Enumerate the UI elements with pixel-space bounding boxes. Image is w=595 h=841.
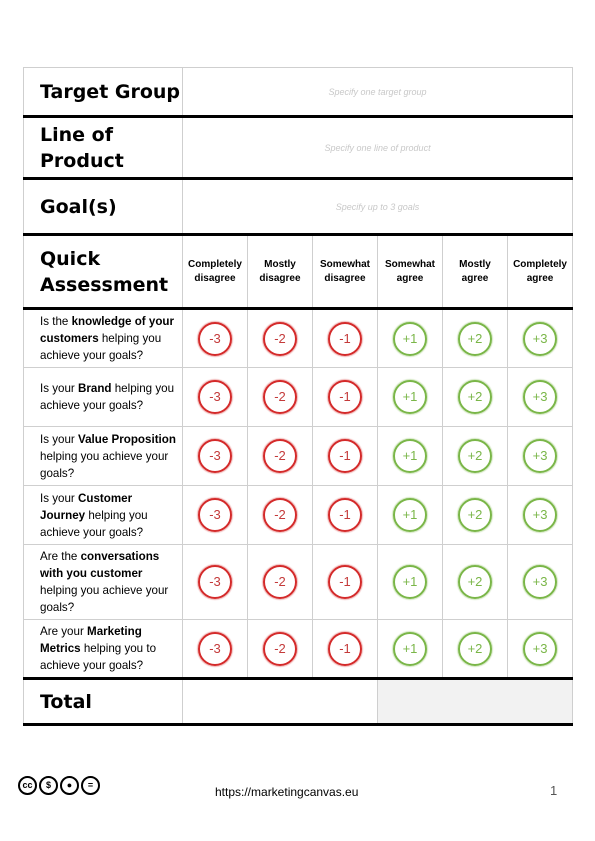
question-text [24, 620, 183, 679]
score-option[interactable]: +1 [393, 498, 427, 532]
total-negative-field[interactable] [183, 679, 378, 725]
score-option[interactable]: +2 [458, 498, 492, 532]
score-option[interactable]: -2 [263, 439, 297, 473]
score-option[interactable]: -2 [263, 565, 297, 599]
score-option[interactable]: -1 [328, 439, 362, 473]
score-cell [378, 486, 443, 545]
question-text [24, 545, 183, 620]
score-cell [313, 368, 378, 427]
score-option[interactable]: +1 [393, 439, 427, 473]
score-option[interactable]: -3 [198, 632, 232, 666]
score-cell [313, 620, 378, 679]
score-option[interactable]: -3 [198, 322, 232, 356]
score-cell [313, 486, 378, 545]
assessment-table [23, 67, 573, 726]
question-suffix: helping you to achieve your goals? [40, 642, 157, 672]
score-cell [378, 545, 443, 620]
score-option[interactable]: +3 [523, 322, 557, 356]
score-cell [248, 309, 313, 368]
question-text [24, 309, 183, 368]
question-suffix: helping you achieve your goals? [40, 332, 162, 362]
question-topic: conversations with you customer [40, 550, 160, 580]
score-option[interactable]: -1 [328, 632, 362, 666]
score-cell [443, 309, 508, 368]
score-cell [248, 368, 313, 427]
score-option[interactable]: +3 [523, 565, 557, 599]
score-cell [508, 486, 573, 545]
score-cell [508, 368, 573, 427]
question-text [24, 486, 183, 545]
scale-header: Somewhat agree [378, 235, 443, 309]
line-of-product-label: Line of Product [24, 117, 183, 179]
scale-header: Mostly agree [443, 235, 508, 309]
question-prefix: Are the [40, 550, 81, 563]
question-row [24, 427, 573, 486]
score-option[interactable]: +1 [393, 322, 427, 356]
score-cell [183, 368, 248, 427]
score-option[interactable]: -3 [198, 565, 232, 599]
score-option[interactable]: +3 [523, 439, 557, 473]
scale-header: Completely disagree [183, 235, 248, 309]
score-cell [378, 427, 443, 486]
score-cell [508, 309, 573, 368]
score-cell [443, 545, 508, 620]
target-group-row [24, 68, 573, 117]
question-suffix: helping you achieve your goals? [40, 508, 148, 539]
target-group-label: Target Group [24, 68, 183, 117]
question-row [24, 620, 573, 679]
score-option[interactable]: +2 [458, 322, 492, 356]
question-suffix: helping you achieve your goals? [40, 382, 175, 412]
nd-equals-icon: = [81, 776, 100, 795]
score-option[interactable]: -2 [263, 498, 297, 532]
score-option[interactable]: -1 [328, 380, 362, 414]
total-label: Total [24, 679, 183, 725]
score-cell [183, 486, 248, 545]
quick-assessment-label: Quick Assessment [24, 235, 183, 309]
score-cell [378, 620, 443, 679]
score-option[interactable]: -3 [198, 439, 232, 473]
score-cell [508, 620, 573, 679]
score-option[interactable]: -2 [263, 632, 297, 666]
score-option[interactable]: -1 [328, 565, 362, 599]
score-option[interactable]: -3 [198, 380, 232, 414]
question-topic: knowledge of your customers [40, 315, 174, 345]
cc-icon: cc [18, 776, 37, 795]
question-topic: Marketing Metrics [40, 625, 142, 655]
score-option[interactable]: -1 [328, 322, 362, 356]
goals-label: Goal(s) [24, 179, 183, 235]
license-badge [18, 776, 100, 795]
score-option[interactable]: -2 [263, 380, 297, 414]
score-cell [508, 545, 573, 620]
score-option[interactable]: +1 [393, 632, 427, 666]
question-text [24, 427, 183, 486]
score-option[interactable]: +2 [458, 565, 492, 599]
score-cell [443, 427, 508, 486]
score-option[interactable]: +2 [458, 380, 492, 414]
score-cell [313, 309, 378, 368]
score-option[interactable]: -1 [328, 498, 362, 532]
score-option[interactable]: +1 [393, 565, 427, 599]
total-row [24, 679, 573, 725]
goals-row [24, 179, 573, 235]
score-cell [183, 309, 248, 368]
question-row [24, 309, 573, 368]
score-option[interactable]: +2 [458, 439, 492, 473]
score-option[interactable]: -3 [198, 498, 232, 532]
question-prefix: Is your [40, 382, 79, 395]
question-rows [24, 309, 573, 679]
score-cell [183, 620, 248, 679]
score-cell [443, 368, 508, 427]
score-option[interactable]: +3 [523, 380, 557, 414]
score-option[interactable]: +1 [393, 380, 427, 414]
score-cell [183, 427, 248, 486]
question-suffix: helping you achieve your goals? [40, 449, 169, 480]
question-suffix: helping you achieve your goals? [40, 584, 169, 614]
question-prefix: Is your [40, 491, 79, 505]
question-topic: Brand [78, 382, 112, 395]
score-cell [443, 620, 508, 679]
score-cell [508, 427, 573, 486]
line-of-product-row [24, 117, 573, 179]
by-person-icon: ● [60, 776, 79, 795]
question-text [24, 368, 183, 427]
score-cell [248, 486, 313, 545]
score-cell [378, 368, 443, 427]
question-prefix: Is your [40, 432, 79, 446]
total-positive-field[interactable] [378, 679, 573, 725]
score-cell [378, 309, 443, 368]
scale-header: Somewhat disagree [313, 235, 378, 309]
scale-header: Mostly disagree [248, 235, 313, 309]
quick-assessment-header-row [24, 235, 573, 309]
goals-field[interactable]: Specify up to 3 goals [183, 179, 573, 235]
question-prefix: Are your [40, 625, 88, 638]
score-cell [183, 545, 248, 620]
score-cell [313, 427, 378, 486]
scale-header: Completely agree [508, 235, 573, 309]
question-row [24, 368, 573, 427]
question-topic: Value Proposition [78, 432, 176, 446]
score-cell [443, 486, 508, 545]
score-option[interactable]: -2 [263, 322, 297, 356]
nc-dollar-icon: $ [39, 776, 58, 795]
question-row [24, 545, 573, 620]
question-row [24, 486, 573, 545]
footer-url[interactable]: https://marketingcanvas.eu [215, 785, 359, 799]
score-cell [313, 545, 378, 620]
question-topic: Customer Journey [40, 491, 133, 522]
target-group-field[interactable]: Specify one target group [183, 68, 573, 117]
score-cell [248, 427, 313, 486]
score-cell [248, 620, 313, 679]
score-option[interactable]: +3 [523, 632, 557, 666]
score-cell [248, 545, 313, 620]
question-prefix: Is the [40, 315, 72, 328]
score-option[interactable]: +2 [458, 632, 492, 666]
line-of-product-field[interactable]: Specify one line of product [183, 117, 573, 179]
assessment-sheet [23, 67, 572, 726]
page-number: 1 [550, 783, 558, 798]
score-option[interactable]: +3 [523, 498, 557, 532]
